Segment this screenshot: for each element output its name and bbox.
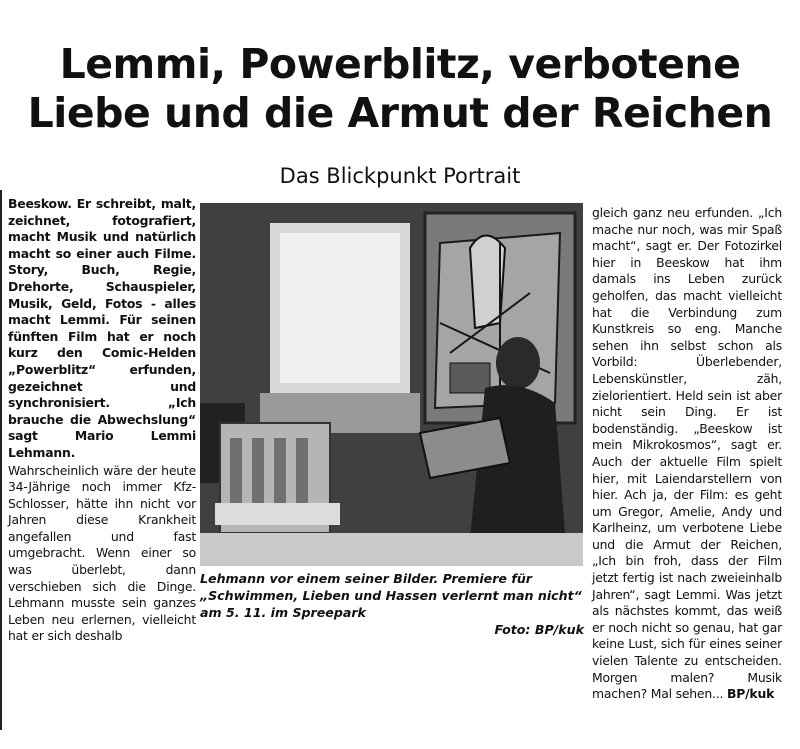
right-body-text: gleich ganz neu erfunden. „Ich mache nur noch, was mir Spaß macht“, sagt er. Der Fotozirkel hier in Beeskow hat ihm damals ins Leben zurück geholfen, das macht vielleicht hat die Verbindung zum Kunstkreis so eng. Manche sehen ihn selbst schon als Vorbild: Überlebender, Lebenskünstler, zäh, zielorientiert. Held sein ist aber nicht sein Ding. Er ist bodenständig. „Beeskow ist mein Mikrokosmos“, sagt er. Auch der aktuelle Film spielt hier, mit Laiendarstellern von hier. Ach ja, der Film: es geht um Gregor, Amelie, Andy und Karlheinz, um verbotene Liebe und die Armut der Reichen, „Ich bin froh, dass der Film jetzt fertig ist nach zweieinhalb Jahren“, sagt Lemmi. Was jetzt als nächstes kommt, das weiß er noch nicht so genau, hat gar keine Lust, sich für eines seiner vielen Talente zu entscheiden. Morgen malen? Musik machen? Mal sehen... bbox=[592, 205, 782, 702]
right-column bbox=[592, 205, 782, 703]
photo-credit: Foto: BP/kuk bbox=[494, 622, 584, 637]
headline bbox=[0, 40, 800, 138]
lead-paragraph: Beeskow. Er schreibt, malt, zeichnet, fotografiert, macht Musik und natürlich macht so einer auch Filme. Story, Buch, Regie, Drehorte, Schauspieler, Musik, Geld, Fotos - alles macht Lemmi. Für seinen fünften Film hat er noch kurz den Comic-Helden „Powerblitz“ erfunden, gezeichnet und synchronisiert. „Ich brauche die Abwechslung“ sagt Mario Lemmi Lehmann. bbox=[8, 196, 196, 460]
left-body-paragraph: Wahrscheinlich wäre der heute 34-Jährige noch immer Kfz-Schlosser, hätte ihn nicht vor Jahren diese Krankheit angefallen und fast umgebracht. Wenn einer so was überlebt, dann verschieben sich die Dinge. Lehmann musste sein ganzes Leben neu erlernen, vielleicht hat er sich deshalb bbox=[8, 462, 196, 644]
right-body-paragraph bbox=[592, 205, 782, 703]
left-column bbox=[8, 196, 196, 645]
headline-line-2: Liebe und die Armut der Reichen bbox=[27, 89, 773, 137]
photo-caption bbox=[200, 570, 584, 638]
caption-text: Lehmann vor einem seiner Bilder. Premiere für „Schwimmen, Lieben und Hassen verlernt man nicht“ am 5. 11. im Spreepark bbox=[200, 571, 582, 620]
subtitle: Das Blickpunkt Portrait bbox=[279, 164, 521, 188]
headline-line-1: Lemmi, Powerblitz, verbotene bbox=[59, 40, 741, 88]
article-photo bbox=[200, 203, 583, 566]
photo-illustration bbox=[200, 203, 583, 566]
author-signature: BP/kuk bbox=[726, 686, 775, 702]
left-column-rule bbox=[0, 190, 2, 730]
